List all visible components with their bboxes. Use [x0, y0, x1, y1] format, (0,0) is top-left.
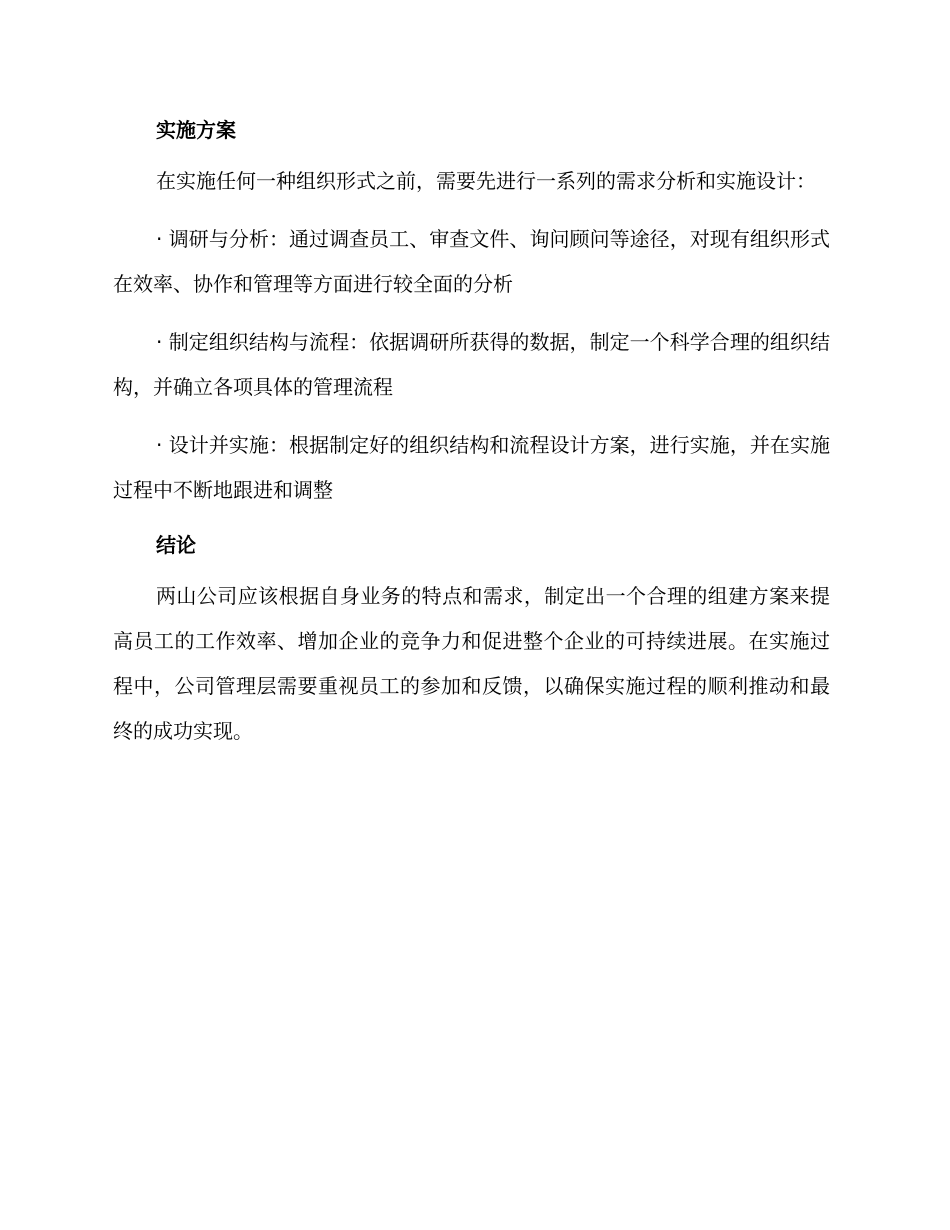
section-heading-conclusion: 结论: [156, 533, 196, 557]
implementation-intro: 在实施任何一种组织形式之前，需要先进行一系列的需求分析和实施设计：: [156, 169, 816, 193]
bullet-research-analysis: · 调研与分析：通过调查员工、审查文件、询问顾问等途径，对现有组织形式在效率、协作和管理等方面进行较全面的分析: [113, 227, 830, 296]
conclusion-body: 两山公司应该根据自身业务的特点和需求，制定出一个合理的组建方案来提高员工的工作效率、增加企业的竞争力和促进整个企业的可持续进展。在实施过程中，公司管理层需要重视员工的参加和反馈，以确保实施过程的顺利推动和最终的成功实现。: [113, 584, 830, 743]
bullet-structure-process: · 制定组织结构与流程：依据调研所获得的数据，制定一个科学合理的组织结构，并确立各项具体的管理流程: [113, 330, 830, 399]
bullet-design-implement: · 设计并实施：根据制定好的组织结构和流程设计方案，进行实施，并在实施过程中不断地跟进和调整: [113, 433, 830, 502]
section-heading-implementation: 实施方案: [156, 118, 236, 142]
